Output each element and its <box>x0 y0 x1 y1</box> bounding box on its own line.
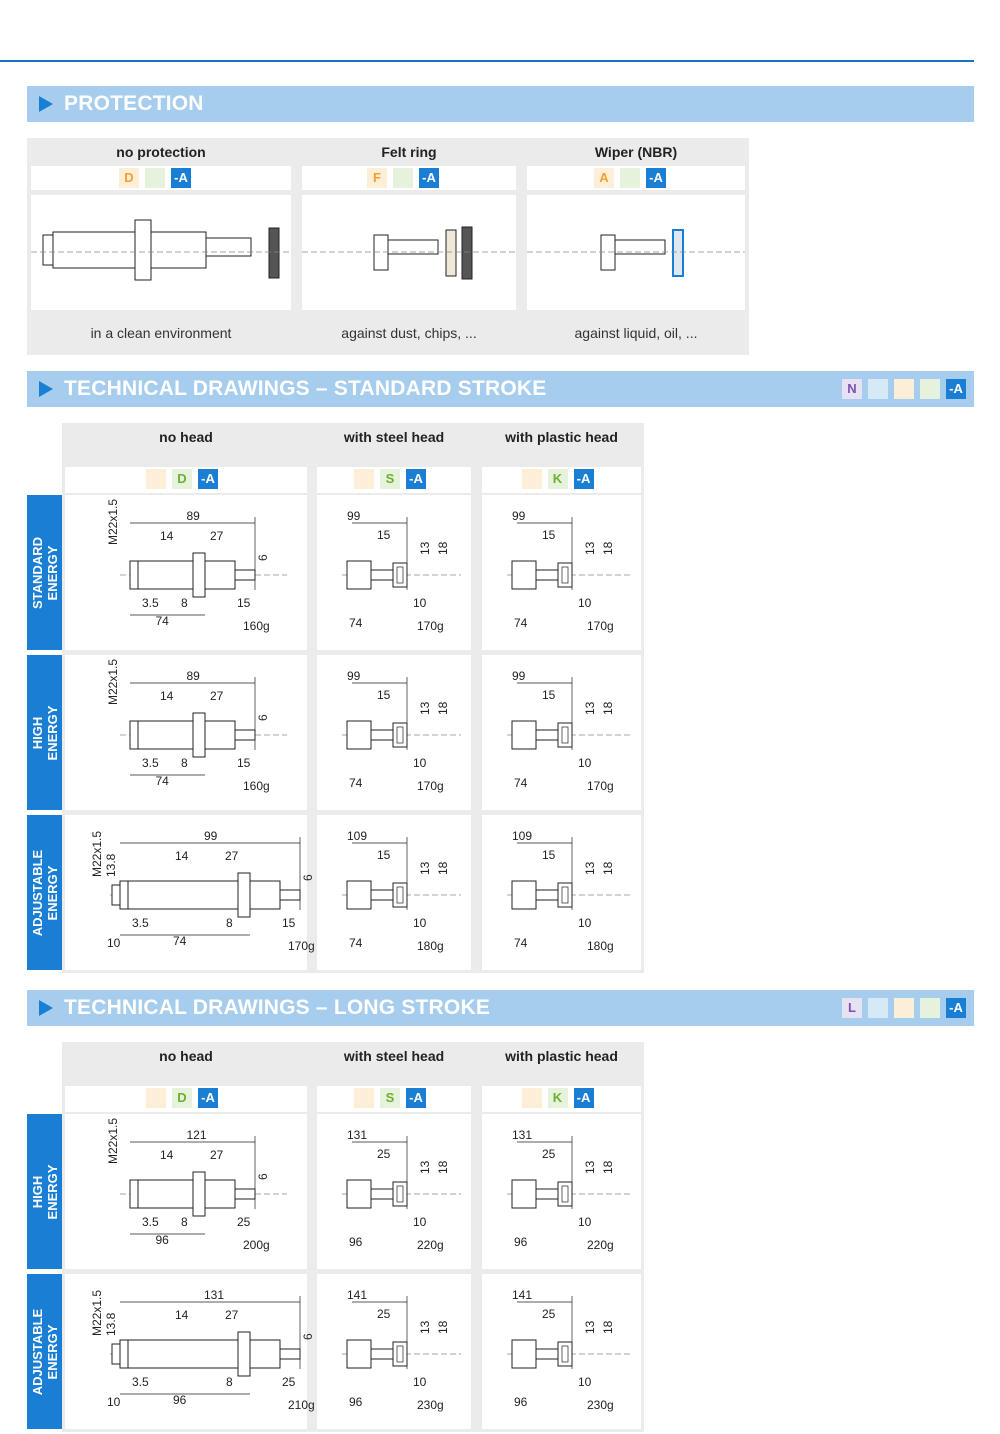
overall-length-dim: 99 <box>512 669 526 683</box>
row-label-text: STANDARD ENERGY <box>29 536 60 609</box>
dimension-drawing-cell <box>317 815 471 970</box>
dimension-drawing-cell <box>482 1114 641 1269</box>
rod-diameter-dim: 6 <box>256 714 270 721</box>
order-code <box>868 998 888 1018</box>
order-codes <box>522 469 594 489</box>
wrench-size-dim: 14 <box>160 529 174 543</box>
diameter-dim: 13 <box>583 861 597 875</box>
wrench-size-dim: 27 <box>210 529 224 543</box>
diameter-dim: 13 <box>418 541 432 555</box>
overall-length-dim: 121 <box>186 1128 207 1142</box>
stroke-dim: 10 <box>578 756 592 770</box>
wrench-size-dim: 14 <box>175 1308 189 1322</box>
weight-label: 160g <box>243 779 270 793</box>
body-length-dim: 74 <box>349 616 363 630</box>
diameter-dim: 18 <box>601 861 615 875</box>
play-triangle-icon <box>39 1000 53 1016</box>
diameter-dim: 18 <box>436 541 450 555</box>
protection-description: against dust, chips, ... <box>341 325 477 341</box>
head-drawing <box>482 815 641 970</box>
length-dim: 25 <box>377 1147 391 1161</box>
length-dim: 25 <box>282 1375 296 1389</box>
order-code <box>920 379 940 399</box>
order-code <box>522 1088 542 1108</box>
body-length-dim: 74 <box>155 614 169 628</box>
stroke-dim: 10 <box>578 596 592 610</box>
weight-label: 180g <box>587 939 614 953</box>
weight-label: 170g <box>288 939 315 953</box>
wrench-size-dim: 14 <box>175 849 189 863</box>
head-drawing <box>482 655 641 810</box>
stroke-dim: 10 <box>413 916 427 930</box>
protection-description: against liquid, oil, ... <box>574 325 698 341</box>
order-code: -A <box>198 1088 218 1108</box>
order-code: -A <box>574 469 594 489</box>
length-dim: 8 <box>181 756 188 770</box>
weight-label: 170g <box>587 619 614 633</box>
order-code <box>354 469 374 489</box>
dimension-drawing-cell <box>482 495 641 650</box>
dimension-drawing-cell <box>317 495 471 650</box>
shock-absorber-drawing <box>65 1274 315 1429</box>
order-code-legend <box>842 998 966 1018</box>
weight-label: 170g <box>587 779 614 793</box>
order-code: -A <box>198 469 218 489</box>
diameter-dim: 13 <box>418 1160 432 1174</box>
length-dim: 3.5 <box>132 1375 149 1389</box>
length-dim: 8 <box>226 916 233 930</box>
drawing-cell <box>527 195 745 310</box>
stroke-dim: 10 <box>578 1375 592 1389</box>
dimension-drawing-cell <box>317 1114 471 1269</box>
diameter-dim: 13 <box>583 1320 597 1334</box>
body-length-dim: 96 <box>349 1235 363 1249</box>
weight-label: 230g <box>417 1398 444 1412</box>
length-dim: 10 <box>107 936 121 950</box>
overall-length-dim: 131 <box>512 1128 533 1142</box>
order-codes <box>354 469 426 489</box>
order-code <box>620 168 640 188</box>
section-title: TECHNICAL DRAWINGS – LONG STROKE <box>64 996 491 1019</box>
diameter-dim: 18 <box>601 541 615 555</box>
length-dim: 15 <box>542 688 556 702</box>
shock-absorber-drawing <box>65 815 315 970</box>
body-length-dim: 96 <box>514 1235 528 1249</box>
dimension-drawing-cell <box>65 815 315 970</box>
order-code <box>920 998 940 1018</box>
dimension-drawing-cell <box>482 1274 641 1429</box>
body-length-dim: 96 <box>514 1395 528 1409</box>
length-dim: 15 <box>237 596 251 610</box>
stroke-dim: 10 <box>413 1375 427 1389</box>
stroke-dim: 10 <box>578 1215 592 1229</box>
order-code: N <box>842 379 862 399</box>
head-drawing <box>317 815 471 970</box>
row-label-energy-type <box>27 1114 62 1269</box>
row-label-energy-type <box>27 1274 62 1429</box>
section-header-standard-stroke <box>27 371 974 407</box>
order-code-legend <box>842 379 966 399</box>
drawing-cell <box>302 195 516 310</box>
stroke-dim: 10 <box>578 916 592 930</box>
thread-dim: M22x1.5 <box>106 498 120 545</box>
order-code: -A <box>406 1088 426 1108</box>
column-header: with steel head <box>343 429 445 445</box>
order-code: -A <box>406 469 426 489</box>
protection-drawing <box>527 195 745 310</box>
diameter-dim: 18 <box>601 701 615 715</box>
stroke-dim: 10 <box>413 756 427 770</box>
length-dim: 15 <box>542 528 556 542</box>
column-header: no head <box>159 429 213 445</box>
head-drawing <box>317 1114 471 1269</box>
rod-diameter-dim: 6 <box>301 874 315 881</box>
diameter-dim: 13 <box>418 861 432 875</box>
row-label-text: HIGH ENERGY <box>29 1164 60 1219</box>
order-code: S <box>380 469 400 489</box>
overall-length-dim: 141 <box>512 1288 533 1302</box>
section-header-long-stroke <box>27 990 974 1026</box>
order-code: F <box>367 168 387 188</box>
top-rule <box>0 60 974 62</box>
protection-description: in a clean environment <box>90 325 232 341</box>
body-length-dim: 74 <box>349 776 363 790</box>
body-length-dim: 96 <box>173 1393 187 1407</box>
diameter-dim: 18 <box>436 1320 450 1334</box>
length-dim: 10 <box>107 1395 121 1409</box>
overall-length-dim: 109 <box>512 829 533 843</box>
body-length-dim: 74 <box>155 774 169 788</box>
overall-length-dim: 99 <box>512 509 526 523</box>
head-drawing <box>317 655 471 810</box>
weight-label: 170g <box>417 619 444 633</box>
length-dim: 15 <box>377 688 391 702</box>
head-drawing <box>482 1274 641 1429</box>
wrench-size-dim: 27 <box>210 689 224 703</box>
order-code <box>522 469 542 489</box>
order-codes <box>354 1088 426 1108</box>
order-codes <box>146 469 218 489</box>
length-dim: 25 <box>377 1307 391 1321</box>
column-header: Felt ring <box>381 144 437 160</box>
length-dim: 8 <box>226 1375 233 1389</box>
weight-label: 160g <box>243 619 270 633</box>
order-code: -A <box>946 379 966 399</box>
dimension-drawing-cell <box>65 655 307 810</box>
length-dim: 8 <box>181 1215 188 1229</box>
weight-label: 210g <box>288 1398 315 1412</box>
order-code: -A <box>171 168 191 188</box>
order-code <box>894 998 914 1018</box>
column-header: with steel head <box>343 1048 445 1064</box>
body-length-dim: 74 <box>514 616 528 630</box>
diameter-dim: 13 <box>583 1160 597 1174</box>
diameter-dim: 13 <box>583 701 597 715</box>
protection-drawing <box>302 195 516 310</box>
order-code: -A <box>646 168 666 188</box>
order-code: -A <box>574 1088 594 1108</box>
length-dim: 3.5 <box>142 1215 159 1229</box>
weight-label: 200g <box>243 1238 270 1252</box>
order-code: -A <box>946 998 966 1018</box>
dimension-drawing-cell <box>65 1114 307 1269</box>
order-code <box>146 469 166 489</box>
shock-absorber-drawing <box>65 495 307 650</box>
length-dim: 8 <box>181 596 188 610</box>
weight-label: 180g <box>417 939 444 953</box>
body-length-dim: 74 <box>349 936 363 950</box>
diameter-dim: 13.8 <box>104 1312 118 1336</box>
order-code: K <box>548 1088 568 1108</box>
stroke-dim: 10 <box>413 1215 427 1229</box>
stroke-dim: 10 <box>413 596 427 610</box>
body-length-dim: 74 <box>514 776 528 790</box>
section-title: PROTECTION <box>64 92 204 115</box>
column-header: no head <box>159 1048 213 1064</box>
overall-length-dim: 89 <box>186 669 200 683</box>
row-label-text: HIGH ENERGY <box>29 705 60 760</box>
thread-dim: M22x1.5 <box>106 1117 120 1164</box>
length-dim: 15 <box>282 916 296 930</box>
body-length-dim: 96 <box>155 1233 169 1247</box>
order-code: -A <box>419 168 439 188</box>
length-dim: 15 <box>237 756 251 770</box>
section-title: TECHNICAL DRAWINGS – STANDARD STROKE <box>64 377 547 400</box>
length-dim: 3.5 <box>132 916 149 930</box>
rod-diameter-dim: 6 <box>301 1333 315 1340</box>
order-codes <box>522 1088 594 1108</box>
order-code <box>894 379 914 399</box>
weight-label: 220g <box>587 1238 614 1252</box>
overall-length-dim: 131 <box>347 1128 368 1142</box>
order-code: D <box>172 1088 192 1108</box>
overall-length-dim: 99 <box>204 829 218 843</box>
diameter-dim: 18 <box>436 861 450 875</box>
order-codes <box>594 168 666 188</box>
order-codes <box>119 168 191 188</box>
row-label-text: ADJUSTABLE ENERGY <box>29 849 60 936</box>
weight-label: 220g <box>417 1238 444 1252</box>
section-header-protection <box>27 86 974 122</box>
play-triangle-icon <box>39 381 53 397</box>
wrench-size-dim: 27 <box>210 1148 224 1162</box>
drawing-cell <box>31 195 291 310</box>
overall-length-dim: 131 <box>204 1288 225 1302</box>
weight-label: 170g <box>417 779 444 793</box>
head-drawing <box>482 1114 641 1269</box>
head-drawing <box>317 495 471 650</box>
diameter-dim: 13 <box>583 541 597 555</box>
wrench-size-dim: 14 <box>160 1148 174 1162</box>
thread-dim: M22x1.5 <box>90 830 104 877</box>
body-length-dim: 74 <box>173 934 187 948</box>
head-drawing <box>317 1274 471 1429</box>
overall-length-dim: 99 <box>347 669 361 683</box>
length-dim: 15 <box>542 848 556 862</box>
order-code <box>868 379 888 399</box>
column-header: with plastic head <box>505 1048 618 1064</box>
wrench-size-dim: 27 <box>225 1308 239 1322</box>
rod-diameter-dim: 6 <box>256 554 270 561</box>
wrench-size-dim: 27 <box>225 849 239 863</box>
diameter-dim: 18 <box>436 701 450 715</box>
rod-diameter-dim: 6 <box>256 1173 270 1180</box>
row-label-energy-type <box>27 655 62 810</box>
diameter-dim: 13 <box>418 1320 432 1334</box>
shock-absorber-drawing <box>65 655 307 810</box>
length-dim: 3.5 <box>142 756 159 770</box>
order-code: L <box>842 998 862 1018</box>
thread-dim: M22x1.5 <box>90 1289 104 1336</box>
row-label-energy-type <box>27 815 62 970</box>
order-code <box>145 168 165 188</box>
overall-length-dim: 141 <box>347 1288 368 1302</box>
length-dim: 3.5 <box>142 596 159 610</box>
length-dim: 25 <box>237 1215 251 1229</box>
dimension-drawing-cell <box>482 655 641 810</box>
order-code: K <box>548 469 568 489</box>
dimension-drawing-cell <box>317 655 471 810</box>
column-header: no protection <box>116 144 206 160</box>
wrench-size-dim: 14 <box>160 689 174 703</box>
length-dim: 25 <box>542 1147 556 1161</box>
play-triangle-icon <box>39 96 53 112</box>
row-label-text: ADJUSTABLE ENERGY <box>29 1308 60 1395</box>
dimension-drawing-cell <box>317 1274 471 1429</box>
head-drawing <box>482 495 641 650</box>
diameter-dim: 13 <box>418 701 432 715</box>
order-code: S <box>380 1088 400 1108</box>
order-codes <box>367 168 439 188</box>
column-header: Wiper (NBR) <box>594 144 678 160</box>
weight-label: 230g <box>587 1398 614 1412</box>
order-code <box>354 1088 374 1108</box>
order-code <box>146 1088 166 1108</box>
dimension-drawing-cell <box>65 495 307 650</box>
body-length-dim: 74 <box>514 936 528 950</box>
column-header: with plastic head <box>505 429 618 445</box>
length-dim: 15 <box>377 848 391 862</box>
overall-length-dim: 89 <box>186 509 200 523</box>
order-codes <box>146 1088 218 1108</box>
row-label-energy-type <box>27 495 62 650</box>
diameter-dim: 18 <box>601 1320 615 1334</box>
length-dim: 25 <box>542 1307 556 1321</box>
shock-absorber-drawing <box>65 1114 307 1269</box>
order-code: D <box>119 168 139 188</box>
order-code: D <box>172 469 192 489</box>
diameter-dim: 13.8 <box>104 853 118 877</box>
length-dim: 15 <box>377 528 391 542</box>
order-code: A <box>594 168 614 188</box>
diameter-dim: 18 <box>436 1160 450 1174</box>
protection-drawing <box>31 195 291 310</box>
order-code <box>393 168 413 188</box>
body-length-dim: 96 <box>349 1395 363 1409</box>
overall-length-dim: 99 <box>347 509 361 523</box>
dimension-drawing-cell <box>482 815 641 970</box>
overall-length-dim: 109 <box>347 829 368 843</box>
dimension-drawing-cell <box>65 1274 315 1429</box>
diameter-dim: 18 <box>601 1160 615 1174</box>
thread-dim: M22x1.5 <box>106 658 120 705</box>
